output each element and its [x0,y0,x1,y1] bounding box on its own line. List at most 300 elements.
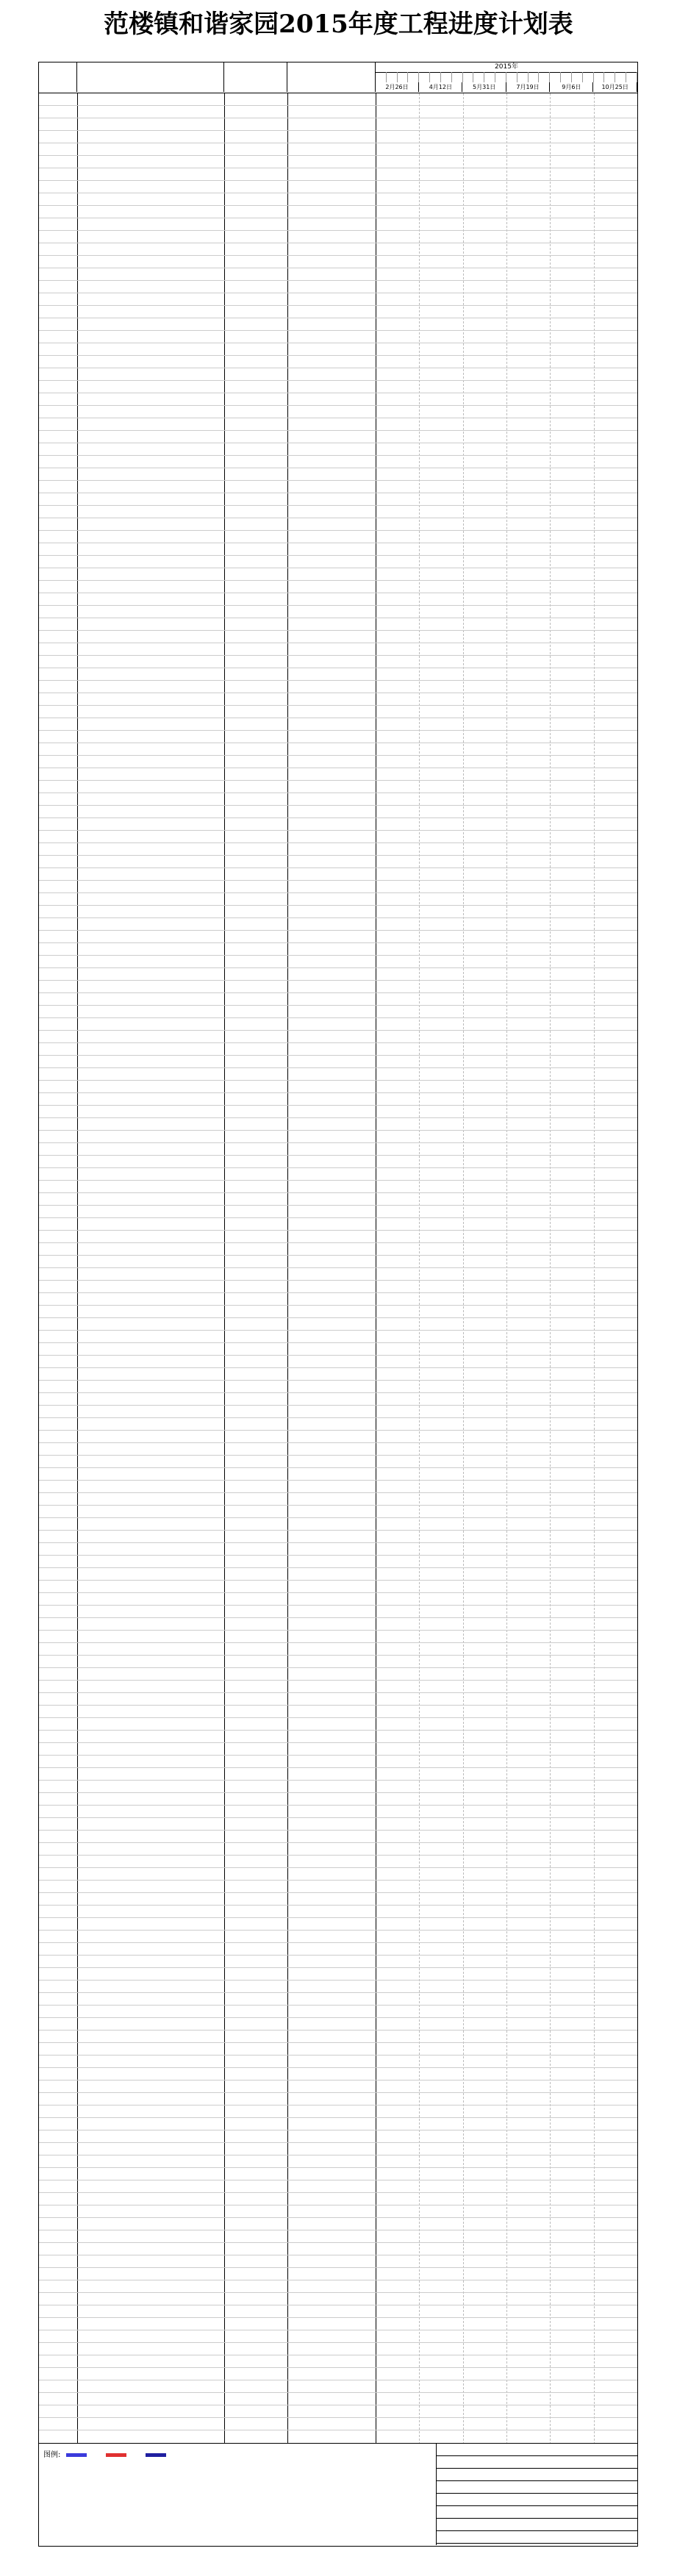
task-duration [227,2205,284,2217]
row-id [41,143,75,155]
table-row [39,781,637,793]
task-name [80,818,223,830]
task-duration [227,1268,284,1280]
task-start [290,93,373,105]
task-name [80,1043,223,1055]
row-id [41,231,75,243]
task-start [290,1956,373,1967]
task-duration [227,1218,284,1230]
half-month-label [398,72,409,82]
task-start [290,1018,373,1030]
task-duration [227,1643,284,1655]
task-duration [227,731,284,743]
row-id [41,431,75,443]
task-start [290,556,373,568]
task-name [80,581,223,593]
table-row [39,1743,637,1756]
task-start [290,518,373,530]
task-start [290,1781,373,1792]
task-start [290,2105,373,2117]
table-row [39,293,637,306]
info-row [437,2531,638,2544]
task-name [80,1343,223,1355]
task-name [80,306,223,318]
task-duration [227,1306,284,1317]
half-month-label [495,72,506,82]
task-start [290,868,373,880]
table-row [39,1956,637,1968]
task-start [290,368,373,380]
task-name [80,1181,223,1192]
task-duration [227,1856,284,1867]
row-id [41,693,75,705]
table-row [39,1393,637,1406]
task-start [290,831,373,842]
task-name [80,1643,223,1655]
half-month-label [463,72,474,82]
task-start [290,1393,373,1405]
row-id [41,793,75,805]
row-id [41,593,75,605]
task-duration [227,1093,284,1105]
task-duration [227,268,284,280]
task-name [80,1018,223,1030]
task-start [290,1118,373,1130]
task-start [290,506,373,518]
task-start [290,843,373,855]
task-duration [227,2330,284,2342]
task-name [80,1293,223,1305]
task-start [290,1556,373,1567]
table-row [39,881,637,893]
task-start [290,2043,373,2055]
task-duration [227,2255,284,2267]
row-id [41,468,75,480]
table-row [39,131,637,143]
task-name [80,356,223,368]
task-start [290,406,373,418]
table-row [39,1843,637,1856]
task-name [80,1006,223,1017]
timeline-tick: 4月12日 [419,82,462,92]
task-duration [227,143,284,155]
task-start [290,956,373,967]
table-row [39,356,637,368]
table-row [39,1756,637,1768]
task-start [290,2118,373,2130]
task-start [290,1318,373,1330]
task-name [80,1818,223,1830]
row-id [41,1793,75,1805]
task-duration [227,2368,284,2380]
row-id [41,506,75,518]
task-name [80,2143,223,2155]
task-duration [227,1556,284,1567]
table-row [39,1131,637,1143]
table-row [39,2105,637,2118]
table-row [39,2168,637,2180]
table-row [39,1206,637,1218]
task-start [290,1343,373,1355]
task-duration [227,1118,284,1130]
task-name [80,1256,223,1267]
half-month-label [540,72,551,82]
task-start [290,1856,373,1867]
table-row [39,1906,637,1918]
row-id [41,1956,75,1967]
table-row [39,593,637,606]
task-name [80,1631,223,1642]
task-name [80,468,223,480]
row-id [41,1531,75,1542]
task-name [80,93,223,105]
task-start [290,443,373,455]
task-start [290,468,373,480]
task-name [80,243,223,255]
task-name [80,1143,223,1155]
task-duration [227,318,284,330]
table-row [39,993,637,1006]
task-name [80,231,223,243]
task-name [80,2155,223,2167]
task-name [80,2230,223,2242]
row-id [41,131,75,143]
half-month-label [441,72,452,82]
page-title: 范楼镇和谐家园2015年度工程进度计划表 [104,10,573,39]
task-start [290,1456,373,1467]
task-rows [39,93,637,2444]
table-row [39,1781,637,1793]
table-row [39,1856,637,1868]
row-id [41,2081,75,2092]
task-start [290,243,373,255]
task-name [80,1481,223,1492]
row-id [41,2130,75,2142]
table-row [39,1081,637,1093]
task-start [290,381,373,393]
task-start [290,731,373,743]
row-id [41,606,75,618]
table-row [39,2293,637,2305]
table-row [39,1693,637,1706]
table-row [39,218,637,231]
task-name [80,606,223,618]
task-name [80,1881,223,1892]
task-duration [227,1881,284,1892]
task-start [290,481,373,493]
task-name [80,168,223,180]
table-row [39,731,637,743]
row-id [41,1018,75,1030]
header-start [287,62,376,92]
row-id [41,1356,75,1367]
task-name [80,1306,223,1317]
task-start [290,1531,373,1542]
task-name [80,1568,223,1580]
task-start [290,1881,373,1892]
task-duration [227,1943,284,1955]
task-start [290,1668,373,1680]
task-duration [227,581,284,593]
row-id [41,1493,75,1505]
row-id [41,2168,75,2180]
task-name [80,1068,223,1080]
row-id [41,1206,75,1217]
table-row [39,656,637,668]
task-name [80,1518,223,1530]
row-id [41,968,75,980]
task-start [290,743,373,755]
task-start [290,2293,373,2305]
table-row [39,556,637,568]
task-start [290,1193,373,1205]
task-start [290,968,373,980]
row-id [41,2018,75,2030]
task-name [80,1356,223,1367]
task-name [80,718,223,730]
table-row [39,2130,637,2143]
task-name [80,656,223,668]
task-name [80,281,223,293]
task-duration [227,1831,284,1842]
task-start [290,806,373,817]
table-row [39,2280,637,2293]
row-id [41,368,75,380]
task-duration [227,1468,284,1480]
row-id [41,118,75,130]
task-start [290,2018,373,2030]
row-id [41,818,75,830]
task-duration [227,106,284,118]
table-row [39,668,637,681]
task-start [290,918,373,930]
task-start [290,1256,373,1267]
task-name [80,1081,223,1092]
task-duration [227,2318,284,2330]
half-month-label [583,72,594,82]
table-row [39,1006,637,1018]
row-id [41,481,75,493]
task-duration [227,256,284,268]
task-start [290,656,373,668]
task-duration [227,668,284,680]
task-name [80,806,223,817]
task-duration [227,1481,284,1492]
table-row [39,1993,637,2006]
task-start [290,231,373,243]
task-duration [227,1181,284,1192]
table-row [39,1706,637,1718]
task-duration [227,1206,284,1217]
task-duration [227,1443,284,1455]
task-start [290,1131,373,1142]
task-name [80,543,223,555]
task-name [80,1443,223,1455]
task-duration [227,2031,284,2042]
table-row [39,2318,637,2330]
row-id [41,1518,75,1530]
row-id [41,1331,75,1342]
task-name [80,593,223,605]
table-row [39,2380,637,2393]
task-duration [227,693,284,705]
row-id [41,2368,75,2380]
task-duration [227,2143,284,2155]
legend-swatch [66,2453,87,2457]
task-name [80,793,223,805]
task-duration [227,1631,284,1642]
task-start [290,431,373,443]
task-start [290,1356,373,1367]
row-id [41,918,75,930]
row-id [41,356,75,368]
task-name [80,1731,223,1742]
table-row [39,1306,637,1318]
task-duration [227,1731,284,1742]
table-row [39,1256,637,1268]
row-id [41,1906,75,1917]
task-name [80,1843,223,1855]
table-row [39,543,637,556]
task-name [80,256,223,268]
row-id [41,1043,75,1055]
task-start [290,1918,373,1930]
row-id [41,768,75,780]
row-id [41,1306,75,1317]
row-id [41,1893,75,1905]
task-duration [227,2168,284,2180]
task-start [290,1156,373,1167]
info-row [437,2519,638,2531]
row-id [41,956,75,967]
task-duration [227,656,284,668]
row-id [41,2205,75,2217]
task-duration [227,618,284,630]
legend-swatch [106,2453,126,2457]
task-start [290,1206,373,1217]
task-start [290,1718,373,1730]
row-id [41,1193,75,1205]
task-start [290,1831,373,1842]
legend-swatch [146,2453,166,2457]
table-row [39,931,637,943]
task-duration [227,1318,284,1330]
half-month-label [561,72,572,82]
task-name [80,1743,223,1755]
table-row [39,1118,637,1131]
row-id [41,1243,75,1255]
task-start [290,1731,373,1742]
row-id [41,1381,75,1392]
table-row [39,1156,637,1168]
row-id [41,1843,75,1855]
task-start [290,2031,373,2042]
task-start [290,2330,373,2342]
half-month-label [550,72,561,82]
task-duration [227,468,284,480]
task-start [290,2343,373,2355]
task-start [290,1793,373,1805]
task-start [290,1093,373,1105]
legend-item [143,2451,169,2459]
task-start [290,2143,373,2155]
header-task-name [77,62,224,92]
task-start [290,2418,373,2430]
task-name [80,1268,223,1280]
table-row [39,1543,637,1556]
task-name [80,193,223,205]
row-id [41,943,75,955]
task-duration [227,1981,284,1992]
half-month-label [626,72,637,82]
task-duration [227,2130,284,2142]
row-id [41,981,75,992]
task-duration [227,2418,284,2430]
row-id [41,1081,75,1092]
task-name [80,1768,223,1780]
row-id [41,806,75,817]
task-duration [227,2180,284,2192]
task-start [290,856,373,867]
task-name [80,106,223,118]
table-row [39,1868,637,1881]
task-start [290,1931,373,1942]
task-name [80,1868,223,1880]
row-id [41,2405,75,2417]
row-id [41,1268,75,1280]
task-duration [227,1968,284,1980]
table-row [39,968,637,981]
row-id [41,831,75,842]
schedule-table [38,62,638,2444]
half-month-label [529,72,540,82]
row-id [41,1593,75,1605]
task-name [80,743,223,755]
task-duration [227,556,284,568]
table-row [39,756,637,768]
row-id [41,1393,75,1405]
row-id [41,2006,75,2017]
table-row [39,1818,637,1831]
table-row [39,706,637,718]
task-start [290,1656,373,1667]
task-duration [227,1081,284,1092]
task-start [290,131,373,143]
table-row [39,818,637,831]
table-row [39,1243,637,1256]
row-id [41,1556,75,1567]
half-month-label [430,72,441,82]
task-duration [227,868,284,880]
task-name [80,1493,223,1505]
task-start [290,168,373,180]
task-duration [227,1518,284,1530]
table-row [39,143,637,156]
task-duration [227,1381,284,1392]
table-row [39,1068,637,1081]
row-id [41,906,75,917]
task-start [290,2268,373,2280]
task-duration [227,893,284,905]
task-start [290,106,373,118]
row-id [41,256,75,268]
task-start [290,1868,373,1880]
task-name [80,2205,223,2217]
table-row [39,318,637,331]
table-row [39,606,637,618]
task-duration [227,1231,284,1242]
task-name [80,1243,223,1255]
